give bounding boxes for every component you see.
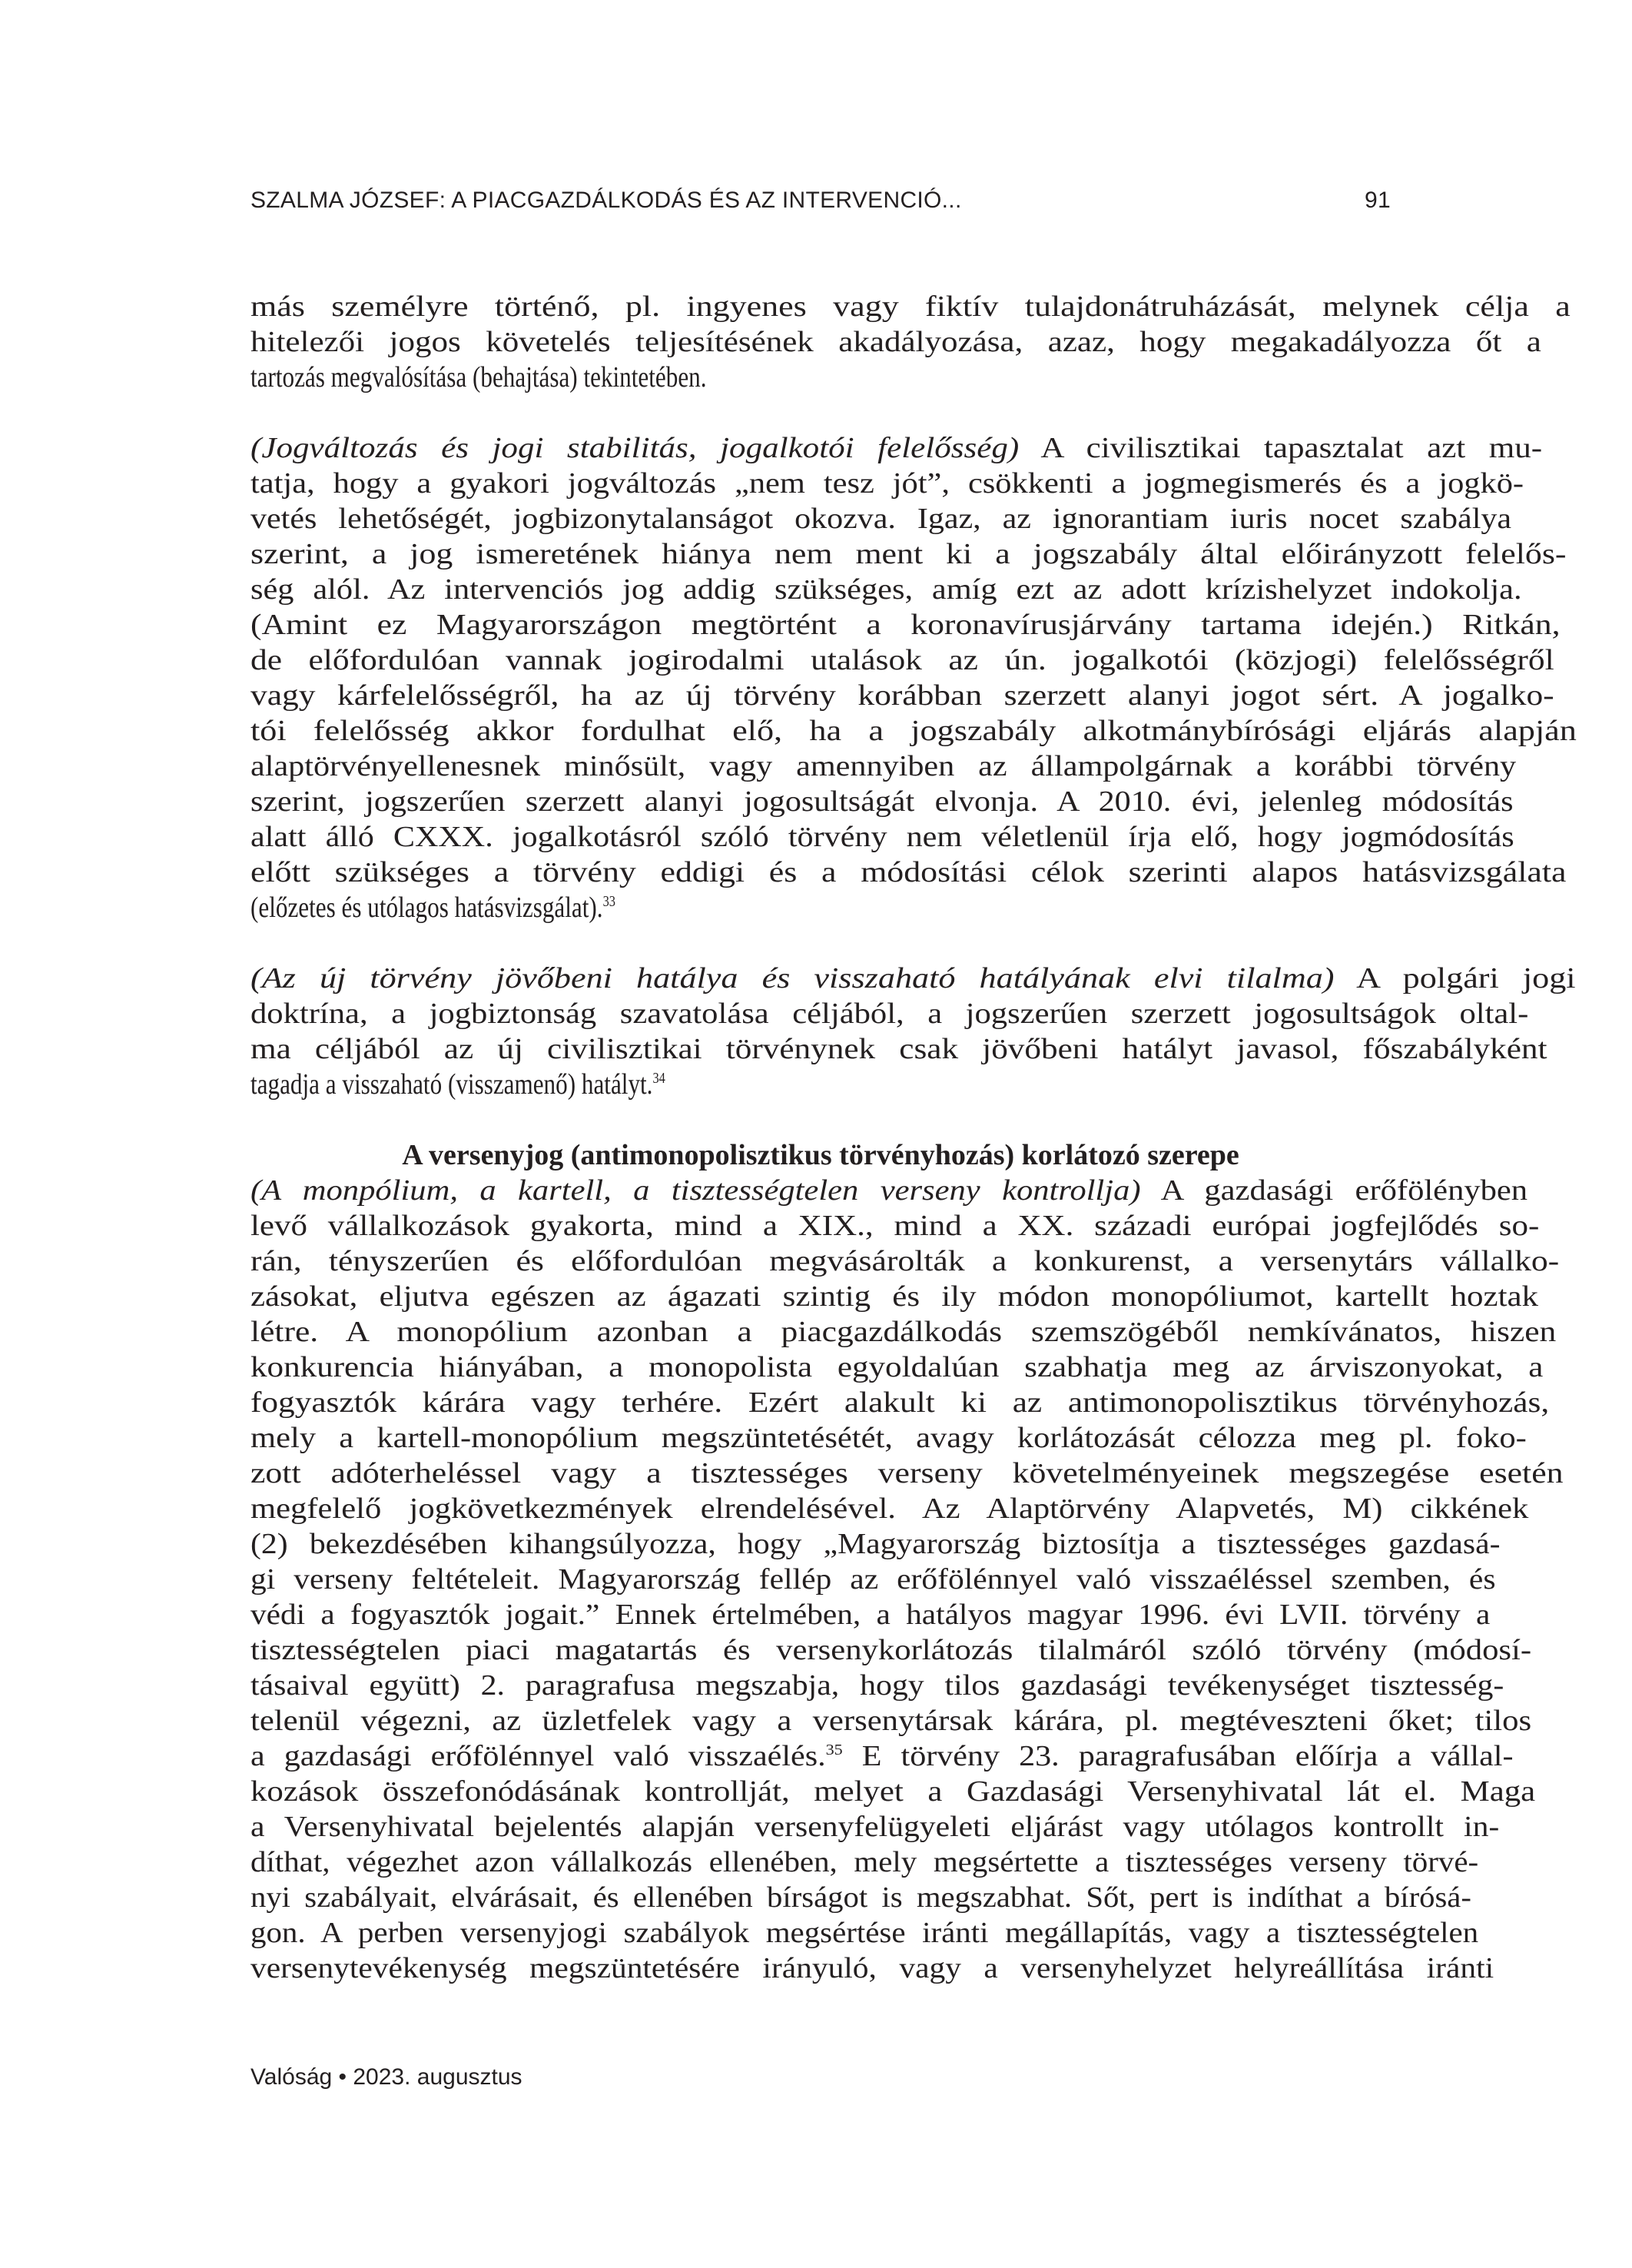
text-line: nyi szabályait, elvárásait, és ellenében bírságot is megszabhat. Sőt, pert is indíthat a bírósá- xyxy=(250,1881,1471,1914)
text-line: alatt álló CXXX. jogalkotásról szóló törvény nem véletlenül írja elő, hogy jogmódosítás xyxy=(250,821,1514,853)
text-line: előtt szükséges a törvény eddigi és a módosítási célok szerinti alapos hatásvizsgálata xyxy=(250,856,1567,888)
paragraph-retroactive-effect xyxy=(250,961,1576,1102)
paragraph-legislative-responsibility xyxy=(250,430,1577,925)
text-line: (Amint ez Magyarországon megtörtént a koronavírusjárvány tartama idején.) Ritkán, xyxy=(250,609,1561,641)
paragraph-continuation xyxy=(250,289,1571,395)
text-line: más személyre történő, pl. ingyenes vagy fiktív tulajdonátruházását, melynek célja a xyxy=(250,291,1571,323)
text-line: díthat, végezhet azon vállalkozás ellenében, mely megsértette a tisztességes verseny törvé- xyxy=(250,1846,1479,1878)
text-line: fogyasztók kárára vagy terhére. Ezért alakult ki az antimonopolisztikus törvényhozás, xyxy=(250,1386,1550,1419)
text-line: (2) bekezdésében kihangsúlyozza, hogy „Magyarország biztosítja a tisztességes gazdasá- xyxy=(250,1528,1501,1560)
text-line: mely a kartell-monopólium megszüntetésétét, avagy korlátozását célozza meg pl. foko- xyxy=(250,1422,1527,1454)
text-line: védi a fogyasztók jogait.” Ennek értelmében, a hatályos magyar 1996. évi LVII. törvény a xyxy=(250,1599,1491,1631)
text-line: a Versenyhivatal bejelentés alapján versenyfelügyeleti eljárást vagy utólagos kontrollt in- xyxy=(250,1811,1500,1843)
text-line: tásaival együtt) 2. paragrafusa megszabja, hogy tilos gazdasági tevékenységet tisztesség- xyxy=(250,1669,1504,1702)
text-line: versenytevékenység megszüntetésére irányuló, vagy a versenyhelyzet helyreállítása iránti xyxy=(250,1952,1494,1984)
text-line: gon. A perben versenyjogi szabályok megsértése iránti megállapítás, vagy a tisztességtelen xyxy=(250,1917,1479,1949)
footnote-ref-34[interactable]: 34 xyxy=(652,1070,665,1087)
text-line: rán, tényszerűen és előfordulóan megvásárolták a konkurenst, a versenytárs vállalko- xyxy=(250,1245,1560,1277)
text-line: ma céljából az új civilisztikai törvénynek csak jövőbeni hatályt javasol, főszabályként xyxy=(250,1033,1547,1065)
paragraph-lead-italic: (Jogváltozás és jogi stabilitás, jogalkotói felelősség) xyxy=(250,432,1020,464)
text-line: tagadja a visszaható (visszamenő) hatályt.$^{34}$ xyxy=(250,1068,665,1101)
text-line: tartozás megvalósítása (behajtása) tekintetében. xyxy=(250,361,707,393)
text-line: zásokat, eljutva egészen az ágazati szintig és ily módon monopóliumot, kartellt hoztak xyxy=(250,1280,1538,1313)
text-line: ség alól. Az intervenciós jog addig szükséges, amíg ezt az adott krízishelyzet indokolja. xyxy=(250,573,1522,606)
text-line: hitelezői jogos követelés teljesítésének akadályozása, azaz, hogy megakadályozza őt a xyxy=(250,326,1541,358)
text-line: tatja, hogy a gyakori jogváltozás „nem tesz jót”, csökkenti a jogmegismerés és a jogkö- xyxy=(250,467,1524,500)
footnote-ref-33[interactable]: 33 xyxy=(602,893,615,910)
running-header xyxy=(250,188,1391,218)
article-body xyxy=(250,289,1577,1986)
text-line: telenül végezni, az üzletfelek vagy a versenytársak kárára, pl. megtéveszteni őket; tilos xyxy=(250,1705,1532,1737)
text-line: vetés lehetőségét, jogbizonytalanságot okozva. Igaz, az ignorantiam iuris nocet szabálya xyxy=(250,503,1512,535)
text-line: (Az új törvény jövőbeni hatálya és visszaható hatályának elvi tilalma) A polgári jogi xyxy=(250,962,1576,995)
text-line: (A monpólium, a kartell, a tisztességtelen verseny kontrollja) A gazdasági erőfölényben xyxy=(250,1174,1528,1207)
paragraph-lead-italic: (Az új törvény jövőbeni hatálya és visszaható hatályának elvi tilalma) xyxy=(250,962,1335,995)
page-footer: Valóság • 2023. augusztus xyxy=(250,2064,522,2090)
text-line: a gazdasági erőfölénnyel való visszaélés.$^{35}$ E törvény 23. paragrafusában előírja a vállal- xyxy=(250,1740,1514,1772)
running-title: SZALMA JÓZSEF: A PIACGAZDÁLKODÁS ÉS AZ INTERVENCIÓ... xyxy=(250,188,962,213)
text-line: zott adóterheléssel vagy a tisztességes verseny követelményeinek megszegése esetén xyxy=(250,1457,1564,1489)
text-line: alaptörvényellenesnek minősült, vagy amennyiben az állampolgárnak a korábbi törvény xyxy=(250,750,1517,782)
text-line: tói felelősség akkor fordulhat elő, ha a jogszabály alkotmánybírósági eljárás alapján xyxy=(250,715,1577,747)
text-line: de előfordulóan vannak jogirodalmi utalások az ún. jogalkotói (közjogi) felelősségről xyxy=(250,644,1554,676)
text-line: kozások összefonódásának kontrollját, melyet a Gazdasági Versenyhivatal lát el. Maga xyxy=(250,1775,1536,1808)
text-line: szerint, jogszerűen szerzett alanyi jogosultságát elvonja. A 2010. évi, jelenleg módosítás xyxy=(250,785,1514,818)
text-line: (előzetes és utólagos hatásvizsgálat).$^{33}$ xyxy=(250,892,615,924)
text-line: konkurencia hiányában, a monopolista egyoldalúan szabhatja meg az árviszonyokat, a xyxy=(250,1351,1544,1383)
footnote-ref-35[interactable]: 35 xyxy=(825,1742,843,1758)
text-line: létre. A monopólium azonban a piacgazdálkodás szemszögéből nemkívánatos, hiszen xyxy=(250,1316,1557,1348)
paragraph-lead-italic: (A monpólium, a kartell, a tisztességtelen verseny kontrollja) xyxy=(250,1174,1141,1207)
text-line: vagy kárfelelősségről, ha az új törvény korábban szerzett alanyi jogot sért. A jogalko- xyxy=(250,679,1554,712)
text-line: szerint, a jog ismeretének hiánya nem ment ki a jogszabály által előirányzott felelős- xyxy=(250,538,1567,570)
text-line: doktrína, a jogbiztonság szavatolása céljából, a jogszerűen szerzett jogosultságok oltal- xyxy=(250,998,1529,1030)
text-line: tisztességtelen piaci magatartás és versenykorlátozás tilalmáról szóló törvény (módosí- xyxy=(250,1634,1532,1666)
text-line: (Jogváltozás és jogi stabilitás, jogalkotói felelősség) A civilisztikai tapasztalat azt mu- xyxy=(250,432,1543,464)
text-line: megfelelő jogkövetkezmények elrendelésével. Az Alaptörvény Alapvetés, M) cikkének xyxy=(250,1493,1529,1525)
text-line: levő vállalkozások gyakorta, mind a XIX., mind a XX. századi európai jogfejlődés so- xyxy=(250,1210,1540,1242)
page-number: 91 xyxy=(1365,188,1391,213)
text-line: gi verseny feltételeit. Magyarország fellép az erőfölénnyel való visszaéléssel szemben, és xyxy=(250,1563,1496,1596)
paragraph-competition-law xyxy=(250,1173,1564,1986)
section-heading: A versenyjog (antimonopolisztikus törvényhozás) korlátozó szerepe xyxy=(402,1139,1239,1171)
